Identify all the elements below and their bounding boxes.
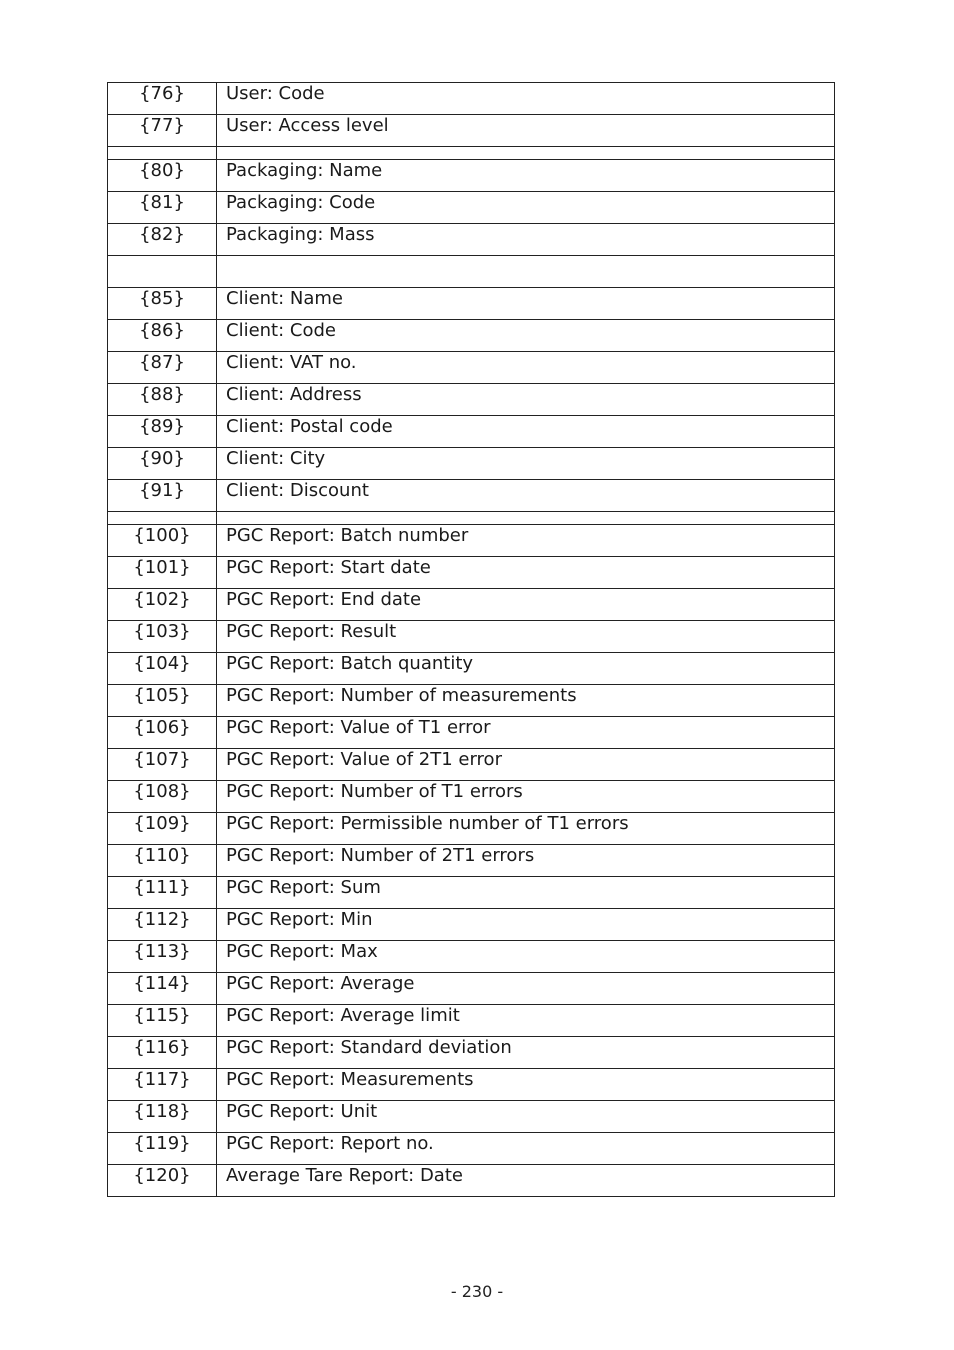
description-cell: Average Tare Report: Date: [217, 1165, 835, 1197]
code-cell: {76}: [108, 83, 217, 115]
code-cell: {81}: [108, 192, 217, 224]
description-cell: Client: Address: [217, 384, 835, 416]
code-cell: {109}: [108, 813, 217, 845]
code-cell: {102}: [108, 589, 217, 621]
description-cell: PGC Report: Average: [217, 973, 835, 1005]
description-cell: PGC Report: Average limit: [217, 1005, 835, 1037]
table-row: [108, 160, 835, 192]
description-cell: PGC Report: Sum: [217, 877, 835, 909]
table-row: [108, 352, 835, 384]
table-row: [108, 416, 835, 448]
table-row: [108, 1037, 835, 1069]
table-row: [108, 384, 835, 416]
code-cell: {101}: [108, 557, 217, 589]
code-cell: {117}: [108, 1069, 217, 1101]
code-cell: {116}: [108, 1037, 217, 1069]
code-table-body: [108, 83, 835, 1197]
description-cell: PGC Report: Number of measurements: [217, 685, 835, 717]
table-row: [108, 877, 835, 909]
table-row: [108, 653, 835, 685]
description-cell: PGC Report: Measurements: [217, 1069, 835, 1101]
code-cell: {100}: [108, 525, 217, 557]
code-cell: {113}: [108, 941, 217, 973]
code-cell: {90}: [108, 448, 217, 480]
code-cell: {120}: [108, 1165, 217, 1197]
table-row: [108, 224, 835, 256]
description-cell: PGC Report: Permissible number of T1 errors: [217, 813, 835, 845]
description-cell: PGC Report: Max: [217, 941, 835, 973]
code-table: [107, 82, 835, 1197]
table-row: [108, 1069, 835, 1101]
code-cell: {87}: [108, 352, 217, 384]
description-cell: Client: Discount: [217, 480, 835, 512]
table-row: [108, 941, 835, 973]
description-cell: PGC Report: Batch quantity: [217, 653, 835, 685]
code-cell: {80}: [108, 160, 217, 192]
description-cell: Packaging: Code: [217, 192, 835, 224]
table-row: [108, 1165, 835, 1197]
description-cell: Client: VAT no.: [217, 352, 835, 384]
description-cell: Client: Postal code: [217, 416, 835, 448]
table-spacer-row: [108, 512, 835, 525]
code-cell: {89}: [108, 416, 217, 448]
description-cell: PGC Report: Report no.: [217, 1133, 835, 1165]
table-row: [108, 320, 835, 352]
table-row: [108, 781, 835, 813]
code-cell: {104}: [108, 653, 217, 685]
description-cell: PGC Report: Value of 2T1 error: [217, 749, 835, 781]
table-row: [108, 1133, 835, 1165]
table-row: [108, 288, 835, 320]
table-row: [108, 749, 835, 781]
table-spacer-row: [108, 147, 835, 160]
description-cell: Client: Code: [217, 320, 835, 352]
code-cell: {114}: [108, 973, 217, 1005]
table-row: [108, 845, 835, 877]
code-cell: {119}: [108, 1133, 217, 1165]
code-cell: {111}: [108, 877, 217, 909]
description-cell: Client: City: [217, 448, 835, 480]
code-cell: {103}: [108, 621, 217, 653]
description-cell: PGC Report: Value of T1 error: [217, 717, 835, 749]
table-row: [108, 83, 835, 115]
table-row: [108, 1101, 835, 1133]
code-cell: {86}: [108, 320, 217, 352]
table-row: [108, 448, 835, 480]
code-cell: {91}: [108, 480, 217, 512]
empty-description-cell: [217, 512, 835, 525]
empty-code-cell: [108, 512, 217, 525]
description-cell: PGC Report: Min: [217, 909, 835, 941]
description-cell: PGC Report: Number of 2T1 errors: [217, 845, 835, 877]
code-cell: {110}: [108, 845, 217, 877]
table-row: [108, 685, 835, 717]
table-spacer-row: [108, 256, 835, 288]
table-row: [108, 813, 835, 845]
code-cell: {88}: [108, 384, 217, 416]
description-cell: Packaging: Mass: [217, 224, 835, 256]
empty-code-cell: [108, 256, 217, 288]
table-row: [108, 621, 835, 653]
table-row: [108, 557, 835, 589]
page-number: - 230 -: [450, 1282, 504, 1301]
code-cell: {112}: [108, 909, 217, 941]
table-row: [108, 589, 835, 621]
description-cell: User: Code: [217, 83, 835, 115]
description-cell: PGC Report: Result: [217, 621, 835, 653]
empty-description-cell: [217, 256, 835, 288]
table-row: [108, 525, 835, 557]
empty-description-cell: [217, 147, 835, 160]
code-cell: {108}: [108, 781, 217, 813]
table-row: [108, 973, 835, 1005]
description-cell: PGC Report: Unit: [217, 1101, 835, 1133]
description-cell: Client: Name: [217, 288, 835, 320]
code-cell: {106}: [108, 717, 217, 749]
description-cell: PGC Report: End date: [217, 589, 835, 621]
table-row: [108, 909, 835, 941]
table-row: [108, 192, 835, 224]
code-cell: {107}: [108, 749, 217, 781]
table-row: [108, 1005, 835, 1037]
table-row: [108, 480, 835, 512]
description-cell: PGC Report: Number of T1 errors: [217, 781, 835, 813]
code-cell: {105}: [108, 685, 217, 717]
description-cell: PGC Report: Batch number: [217, 525, 835, 557]
code-cell: {77}: [108, 115, 217, 147]
code-cell: {82}: [108, 224, 217, 256]
description-cell: PGC Report: Start date: [217, 557, 835, 589]
description-cell: Packaging: Name: [217, 160, 835, 192]
empty-code-cell: [108, 147, 217, 160]
table-row: [108, 115, 835, 147]
code-cell: {115}: [108, 1005, 217, 1037]
description-cell: User: Access level: [217, 115, 835, 147]
table-row: [108, 717, 835, 749]
description-cell: PGC Report: Standard deviation: [217, 1037, 835, 1069]
code-cell: {85}: [108, 288, 217, 320]
code-cell: {118}: [108, 1101, 217, 1133]
